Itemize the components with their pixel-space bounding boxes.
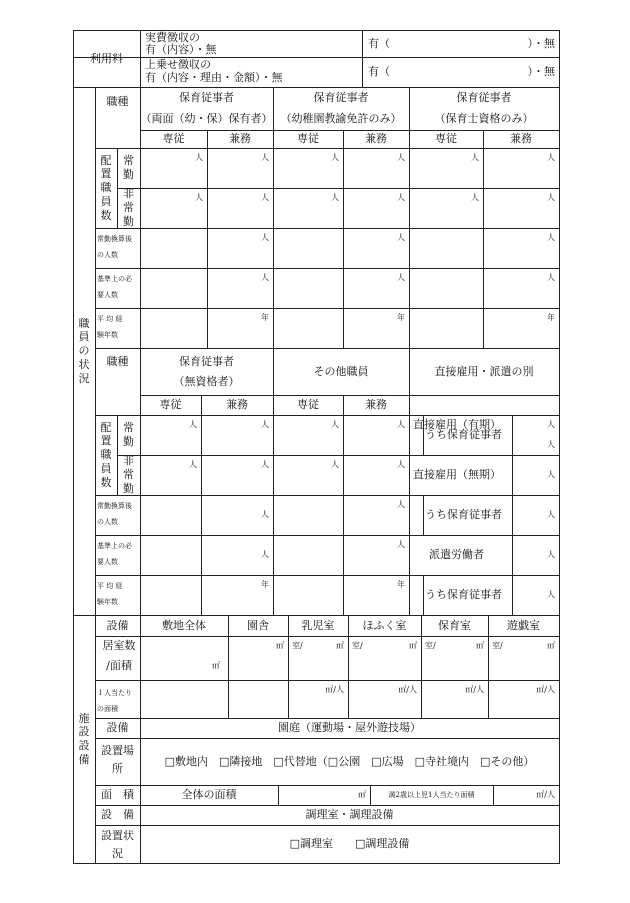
unit-m2: ㎡ [476, 641, 484, 650]
hdr-c-2: （保育士資格のみ） [434, 112, 534, 126]
exp-1: 平 均 経 [97, 314, 123, 323]
unit-text: 人 [261, 153, 269, 162]
col-fulltime: 専従 [435, 132, 457, 146]
nonregular-label [117, 188, 140, 228]
hdr-a-2: （両面（幼・保）保有者） [140, 112, 273, 126]
regular-label-2-text: 常勤 [123, 421, 134, 448]
rule-line [423, 495, 424, 536]
unit-text: 人 [471, 153, 479, 162]
unit-text: 人 [195, 153, 203, 162]
place-1: 設置場 [101, 744, 134, 758]
unit-text: 人 [261, 193, 269, 202]
extra-label-1: 上乗せ徴収の [145, 58, 211, 72]
area-label: 面 積 [101, 788, 134, 802]
unit-text: 年 [261, 313, 269, 322]
col-fulltime-3: 専従 [297, 398, 319, 412]
placement-label-2 [95, 415, 117, 495]
equip-label-2: 設備 [106, 721, 129, 735]
unit-m2: ㎡ [358, 790, 366, 799]
unit-room: 室/ [292, 641, 303, 650]
unit-text: 人 [261, 460, 269, 469]
hdr2-a-2: （無資格者） [173, 375, 240, 389]
unit-text: 人 [397, 273, 405, 282]
actual-label-2: 有（内容）・無 [145, 43, 217, 57]
type-label: 職種 [106, 95, 129, 109]
regular-label-2 [117, 415, 140, 455]
unit-text: 人 [397, 540, 405, 549]
unit-m2: ㎡ [336, 641, 344, 650]
status-1: 設置状 [101, 829, 134, 843]
unit-text: 人 [547, 233, 555, 242]
unit-text: 人 [261, 510, 269, 519]
unit-text: 人 [547, 273, 555, 282]
unit-text: 人 [547, 590, 555, 599]
unit-room: 室/ [425, 641, 436, 650]
rule-line [140, 30, 141, 88]
of-which-1: うち保育従事者 [425, 428, 502, 442]
unit-text: 人 [189, 420, 197, 429]
actual-value-open: 有（ [368, 36, 390, 50]
unit-m2-person: ㎡/人 [536, 790, 555, 799]
unit-m2: ㎡ [212, 661, 220, 670]
conv-2: の人数 [97, 250, 118, 259]
col-parttime-3: 兼務 [365, 398, 387, 412]
unit-m2-person: ㎡/人 [398, 685, 417, 694]
yard-title: 園庭（運動場・屋外遊技場） [278, 721, 421, 735]
facility-col-4: 保育室 [438, 618, 471, 632]
unit-text: 人 [547, 440, 555, 449]
unit-text: 人 [397, 420, 405, 429]
unit-text: 人 [261, 233, 269, 242]
facility-section-label-text: 施設設備 [78, 711, 90, 766]
dispatch: 派遣労働者 [429, 548, 484, 562]
unit-text: 人 [397, 193, 405, 202]
placement-label [95, 148, 117, 228]
unit-text: 人 [547, 510, 555, 519]
place-options: □敷地内 □隣接地 □代替地（□公園 □広場 □寺社境内 □その他） [164, 754, 535, 768]
hdr-b-1: 保育従事者 [313, 91, 369, 105]
actual-label-1: 実費徴収の [145, 31, 200, 45]
extra-value-close: ）・無 [527, 65, 555, 79]
facility-col-5: 遊戯室 [507, 618, 540, 632]
unit-text: 人 [397, 233, 405, 242]
facility-col-0: 敷地全体 [162, 618, 206, 632]
rule-line [73, 863, 560, 864]
unit-text: 人 [331, 460, 339, 469]
std-2: 要人数 [97, 290, 118, 299]
place-2: 所 [112, 762, 123, 776]
placement-label-text: 配置職員数 [100, 153, 112, 222]
hdr2-c: 直接雇用・派遣の別 [434, 364, 534, 378]
unit-text: 人 [547, 420, 555, 429]
actual-value-close: ）・無 [527, 36, 555, 50]
unit-m2: ㎡ [547, 641, 555, 650]
hdr2-b: その他職員 [313, 364, 369, 378]
col-parttime: 兼務 [510, 132, 532, 146]
unit-m2: ㎡ [409, 641, 417, 650]
unit-text: 人 [261, 550, 269, 559]
unit-text: 人 [471, 193, 479, 202]
unit-m2-person: ㎡/人 [325, 685, 344, 694]
hdr-c-1: 保育従事者 [456, 91, 512, 105]
fee-title: 利用料 [90, 51, 123, 65]
std-1: 基準上の必 [97, 274, 132, 283]
std-2b: 要人数 [97, 557, 118, 566]
facility-section-label [73, 615, 95, 863]
nonregular-label-2-text: 非常勤 [123, 454, 134, 495]
nonregular-label-2 [117, 455, 140, 495]
conv-1: 常勤換算後 [97, 234, 132, 243]
kitchen-title: 調理室・調理設備 [305, 808, 394, 822]
unit-m2: ㎡ [276, 641, 284, 650]
col-parttime-2: 兼務 [226, 398, 248, 412]
exp-2: 験年数 [97, 330, 118, 339]
nonregular-label-text: 非常勤 [123, 187, 134, 228]
unit-text: 人 [397, 500, 405, 509]
col-parttime: 兼務 [229, 132, 251, 146]
conv-2b: の人数 [97, 517, 118, 526]
unit-text: 人 [189, 460, 197, 469]
unit-text: 人 [331, 193, 339, 202]
staff-section-label [73, 87, 95, 615]
col-fulltime: 専従 [162, 132, 185, 146]
hdr2-a-1: 保育従事者 [179, 355, 234, 369]
placement-label-2-text: 配置職員数 [100, 420, 112, 489]
unit-text: 人 [547, 193, 555, 202]
room-1: 居室数 [102, 639, 136, 653]
unit-text: 人 [547, 550, 555, 559]
unit-text: 年 [397, 313, 405, 322]
unit-text: 年 [261, 580, 269, 589]
unit-text: 人 [547, 470, 555, 479]
facility-col-3: ほふく室 [362, 618, 407, 632]
extra-value-open: 有（ [368, 65, 390, 79]
facility-form [73, 30, 559, 863]
status-2: 況 [112, 847, 123, 861]
unit-text: 人 [261, 273, 269, 282]
unit-room: 室/ [352, 641, 363, 650]
unit-m2-person: ㎡/人 [465, 685, 484, 694]
exp-2b: 験年数 [97, 597, 118, 606]
extra-label-2: 有（内容・理由・金額）・無 [145, 71, 283, 85]
room-2: /面積 [106, 659, 132, 673]
type-label-2: 職種 [106, 355, 129, 369]
hdr-a-1: 保育従事者 [179, 91, 234, 105]
equip-label: 設備 [106, 618, 129, 632]
conv-1b: 常勤換算後 [97, 501, 132, 510]
rule-line [362, 30, 363, 88]
unit-text: 人 [331, 420, 339, 429]
col-fulltime-2: 専従 [159, 398, 182, 412]
hdr-b-2: （幼稚園教諭免許のみ） [280, 112, 402, 126]
col-parttime: 兼務 [365, 132, 387, 146]
unit-text: 年 [397, 580, 405, 589]
col-fulltime: 専従 [297, 132, 319, 146]
of-which-2: うち保育従事者 [425, 508, 502, 522]
regular-label-text: 常勤 [123, 154, 134, 181]
kitchen-options: □調理室 □調理設備 [289, 837, 410, 851]
unit-room: 室/ [492, 641, 503, 650]
kitchen-equip-label: 設 備 [101, 808, 134, 822]
per-2: の面積 [97, 704, 118, 713]
exp-1b: 平 均 経 [97, 581, 123, 590]
per-child-label: 満2歳以上児1人当たり面積 [388, 790, 475, 799]
unit-text: 人 [397, 153, 405, 162]
direct-fixed: 直接雇用（有期） [413, 418, 501, 432]
facility-col-1: 園舎 [247, 618, 269, 632]
per-1: １人当たり [97, 688, 132, 697]
rule-line [423, 575, 424, 616]
direct-unfixed: 直接雇用（無期） [413, 468, 501, 482]
unit-text: 人 [397, 460, 405, 469]
of-which-3: うち保育従事者 [425, 588, 502, 602]
unit-text: 人 [547, 153, 555, 162]
facility-col-2: 乳児室 [301, 618, 335, 632]
unit-m2-person: ㎡/人 [536, 685, 555, 694]
regular-label [117, 148, 140, 188]
std-1b: 基準上の必 [97, 541, 132, 550]
unit-text: 人 [261, 420, 269, 429]
unit-text: 人 [195, 193, 203, 202]
total-area: 全体の面積 [181, 788, 237, 802]
staff-section-label-text: 職員の状況 [78, 316, 90, 385]
unit-text: 年 [547, 313, 555, 322]
unit-text: 人 [331, 153, 339, 162]
